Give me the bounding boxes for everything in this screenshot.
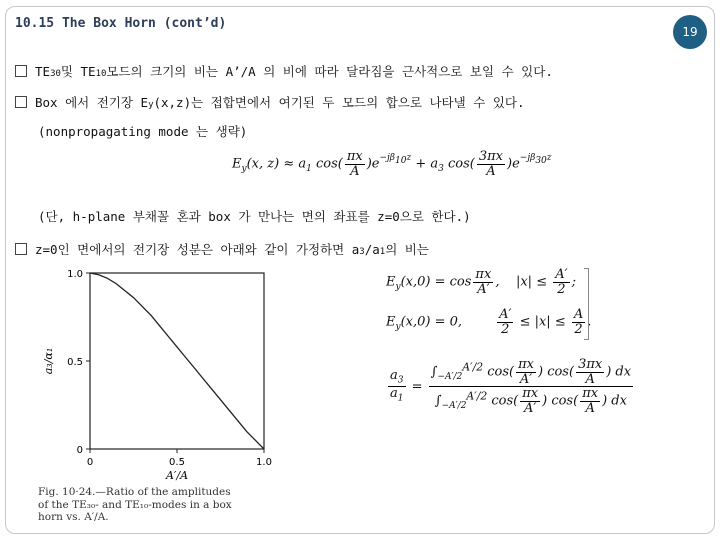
bullet-item-assumption: z=0인 면에서의 전기장 성분은 아래와 같이 가정하면 a $_3$ /a $_1$ 의 비는 [15, 240, 429, 258]
x-tick-label: 0.5 [169, 457, 185, 468]
field-expansion-equation: $E_y(x$, $z) \approx a_1$ cos( $\frac{\pi x}{A}$ )$e^{-j\beta_{10}z} + a_3$ cos( $\frac{3\pi x}{A}$ )$e^{-j\beta_{30}z}$ [232, 149, 552, 179]
page-number-badge: 19 [673, 15, 707, 49]
square-bullet-icon [15, 65, 27, 77]
y-tick-label: 1.0 [67, 269, 83, 280]
nonpropagating-note: (nonpropagating mode 는 생략) [38, 124, 248, 139]
coordinate-note: (단, h-plane 부채꼴 혼과 box 가 만나는 면의 좌표를 z=0으로 한다.) [38, 209, 471, 224]
y-tick-label: 0.5 [67, 357, 83, 368]
plot-frame [90, 273, 264, 449]
ratio-curve [90, 273, 264, 449]
bullet-item-mode-ratio: TE $_{30}$ 및 TE $_{10}$ 모드의 크기의 비는 A’/A 의 비에 따라 달라짐을 근사적으로 보일 수 있다. [15, 62, 553, 80]
field-definition-outside: $E_y(x,0) = 0$, $\frac{A'}{2}$ ≤ |x| ≤ $\frac{A}{2}$ . [386, 307, 592, 337]
x-tick-label: 1.0 [256, 457, 272, 468]
y-axis-label: a₃/α₁ [42, 347, 55, 375]
square-bullet-icon [15, 243, 27, 255]
bullet-item-electric-field: Box 에서 전기장 E $_y$ (x,z)는 접합면에서 여기된 두 모드의 합으로 나타낼 수 있다. [15, 93, 525, 111]
square-bullet-icon [15, 96, 27, 108]
x-axis-label: A′/A [165, 469, 189, 482]
y-tick-label: 0 [76, 445, 83, 456]
amplitude-ratio-equation: $\frac{a_3}{a_1}$ = $\int_{-A'/2}^{A'/2}$ cos( $\frac{\pi x}{A'}$ ) cos( $\frac{3\pi x}{A}$ ) dx $\int_{-A'/2}^{A'/2}$ cos( $\frac{\pi x}{A'}$ ) cos( $\frac{\pi x}{A}$ ) dx [390, 357, 632, 416]
definition-brace [584, 268, 589, 340]
slide-title: 10.15 The Box Horn (cont’d) [15, 16, 227, 31]
field-definition-inside: $E_y(x,0) = \cos$ $\frac{\pi x}{A'}$ , |x| ≤ $\frac{A'}{2}$ ; [386, 267, 576, 297]
x-tick-label: 0 [86, 457, 94, 468]
figure-caption: Fig. 10·24.—Ratio of the amplitudes of the TE₃₀- and TE₁₀-modes in a box horn vs. A′/A. [38, 486, 232, 524]
amplitude-ratio-chart [40, 255, 290, 487]
